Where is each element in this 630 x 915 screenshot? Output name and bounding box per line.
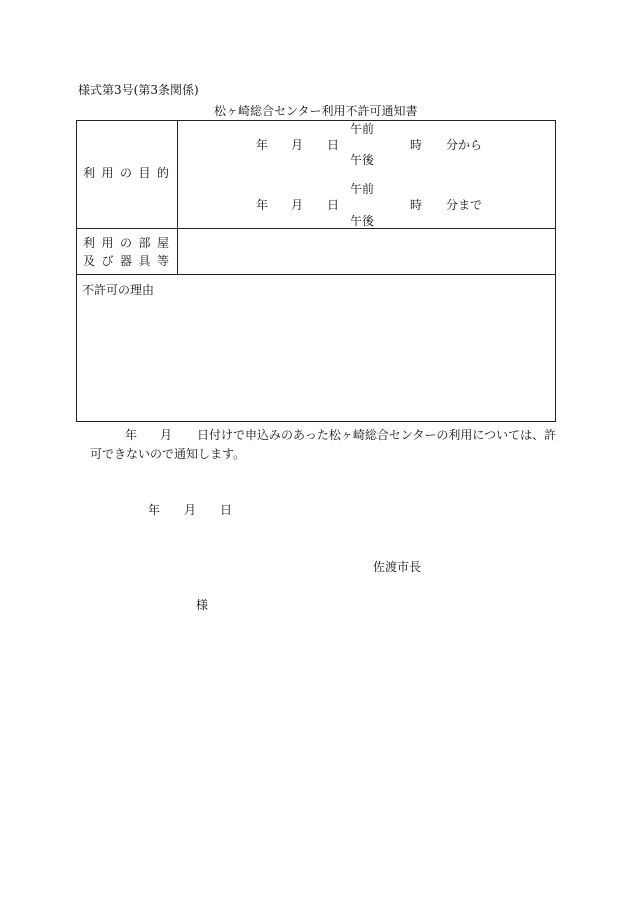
end-minute: 分まで (446, 198, 483, 212)
notice-line1: 日付けで申込みのあった松ヶ崎総合センターの利用については、許 (197, 428, 557, 442)
start-minute: 分から (446, 138, 483, 152)
notice-year: 年 (125, 428, 138, 442)
rooms-label-line1: 利用の部屋 (83, 236, 176, 250)
start-ampm-bottom: 午後 (350, 153, 375, 167)
end-month: 月 (291, 198, 304, 212)
table-column-divider (177, 120, 178, 275)
issuer-name: 佐渡市長 (373, 560, 422, 574)
reason-label: 不許可の理由 (82, 283, 155, 297)
start-ampm-top: 午前 (350, 122, 375, 136)
issue-month: 月 (184, 503, 197, 517)
end-year: 年 (256, 198, 269, 212)
issue-year: 年 (148, 503, 161, 517)
end-day: 日 (327, 198, 340, 212)
addressee-suffix: 様 (196, 598, 209, 612)
table-row-divider-2 (76, 274, 556, 275)
start-month: 月 (291, 138, 304, 152)
end-ampm-bottom: 午後 (350, 214, 375, 228)
form-number: 様式第3号(第3条関係) (78, 83, 199, 97)
notice-month: 月 (160, 428, 173, 442)
start-day: 日 (327, 138, 340, 152)
purpose-label: 利用の目的 (83, 166, 176, 180)
start-hour: 時 (410, 138, 423, 152)
notice-line2: 可できないので通知します。 (90, 447, 246, 461)
end-hour: 時 (410, 198, 423, 212)
issue-day: 日 (220, 503, 233, 517)
document-title: 松ヶ崎総合センター利用不許可通知書 (214, 104, 418, 118)
end-ampm-top: 午前 (350, 182, 375, 196)
start-year: 年 (256, 138, 269, 152)
table-row-divider-1 (76, 228, 556, 229)
rooms-label-line2: 及び器具等 (83, 254, 176, 268)
